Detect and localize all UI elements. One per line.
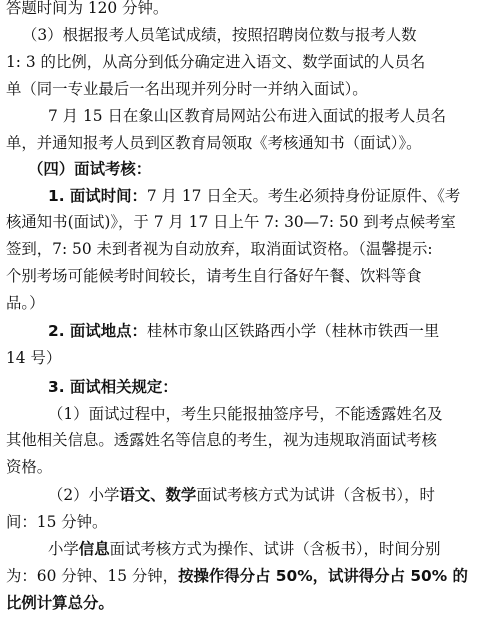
text-segment: 14 号） — [6, 349, 62, 367]
bold-text-segment: 比例计算总分。 — [6, 594, 114, 612]
text-line — [0, 20, 480, 50]
bold-text-segment: 信息 — [78, 540, 110, 558]
text-line — [0, 507, 480, 537]
text-segment: 7 月 15 日在象山区教育局网站公布进入面试的报考人员名 — [48, 107, 447, 125]
text-segment: 答题时间为 120 分钟。 — [6, 0, 169, 17]
bold-text-segment: 按操作得分占 50%，试讲得分占 50% 的 — [178, 567, 468, 585]
bold-text-segment: 2. 面试地点： — [48, 322, 147, 340]
text-segment: 资格。 — [6, 458, 53, 476]
text-line — [0, 101, 480, 131]
text-segment: 为：60 分钟、15 分钟， — [6, 567, 179, 585]
bold-text-segment: （四）面试考核： — [28, 160, 152, 178]
bold-text-segment: 3. 面试相关规定： — [48, 378, 178, 396]
text-segment: 个别考场可能候考时间较长，请考生自行备好午餐、饮料等食 — [6, 267, 422, 285]
text-line — [0, 234, 480, 264]
text-segment: 单（同一专业最后一名出现并列分时一并纳入面试）。 — [6, 80, 368, 98]
text-segment: 1: 3 的比例，从高分到低分确定进入语文、数学面试的人员名 — [6, 53, 426, 71]
text-segment: 面试考核方式为操作、试讲（含板书），时间分别 — [109, 540, 441, 558]
text-segment: 其他相关信息。透露姓名等信息的考生，视为违规取消面试考核 — [6, 431, 437, 449]
text-line — [0, 561, 480, 591]
text-segment: 间：15 分钟。 — [6, 513, 108, 531]
text-segment: 品。） — [6, 294, 45, 312]
text-line — [0, 74, 480, 104]
text-segment: （3）根据报考人员笔试成绩，按照招聘岗位数与报考人数 — [22, 26, 417, 44]
text-segment: 面试考核方式为试讲（含板书），时 — [196, 486, 435, 504]
text-line — [0, 261, 480, 291]
text-line — [0, 154, 480, 184]
text-line — [0, 343, 480, 373]
text-segment: 小学 — [48, 540, 79, 558]
text-line — [0, 47, 480, 77]
text-line — [0, 480, 480, 510]
text-line — [0, 372, 480, 402]
text-line — [0, 288, 480, 318]
text-line — [0, 534, 480, 564]
text-line — [0, 425, 480, 455]
text-segment: 核通知书(面试)》，于 7 月 17 日上午 7: 30—7: 50 到考点候考室 — [6, 213, 456, 231]
bold-text-segment: 1. 面试时间： — [48, 187, 147, 205]
text-segment: （2）小学 — [48, 486, 120, 504]
text-segment: 单，并通知报考人员到区教育局领取《考核通知书（面试）》。 — [6, 134, 422, 152]
text-line — [0, 207, 480, 237]
text-line — [0, 588, 480, 618]
text-segment: 签到，7: 50 未到者视为自动放弃，取消面试资格。（温馨提示: — [6, 240, 433, 258]
text-segment: 7 月 17 日全天。考生必须持身份证原件、《考 — [146, 187, 461, 205]
bold-text-segment: 语文、数学 — [119, 486, 197, 504]
text-segment: 桂林市象山区铁路西小学（桂林市铁西一里 — [146, 322, 440, 340]
text-line — [0, 452, 480, 482]
text-line — [0, 316, 480, 346]
text-segment: （1）面试过程中，考生只能报抽签序号，不能透露姓名及 — [48, 405, 443, 423]
